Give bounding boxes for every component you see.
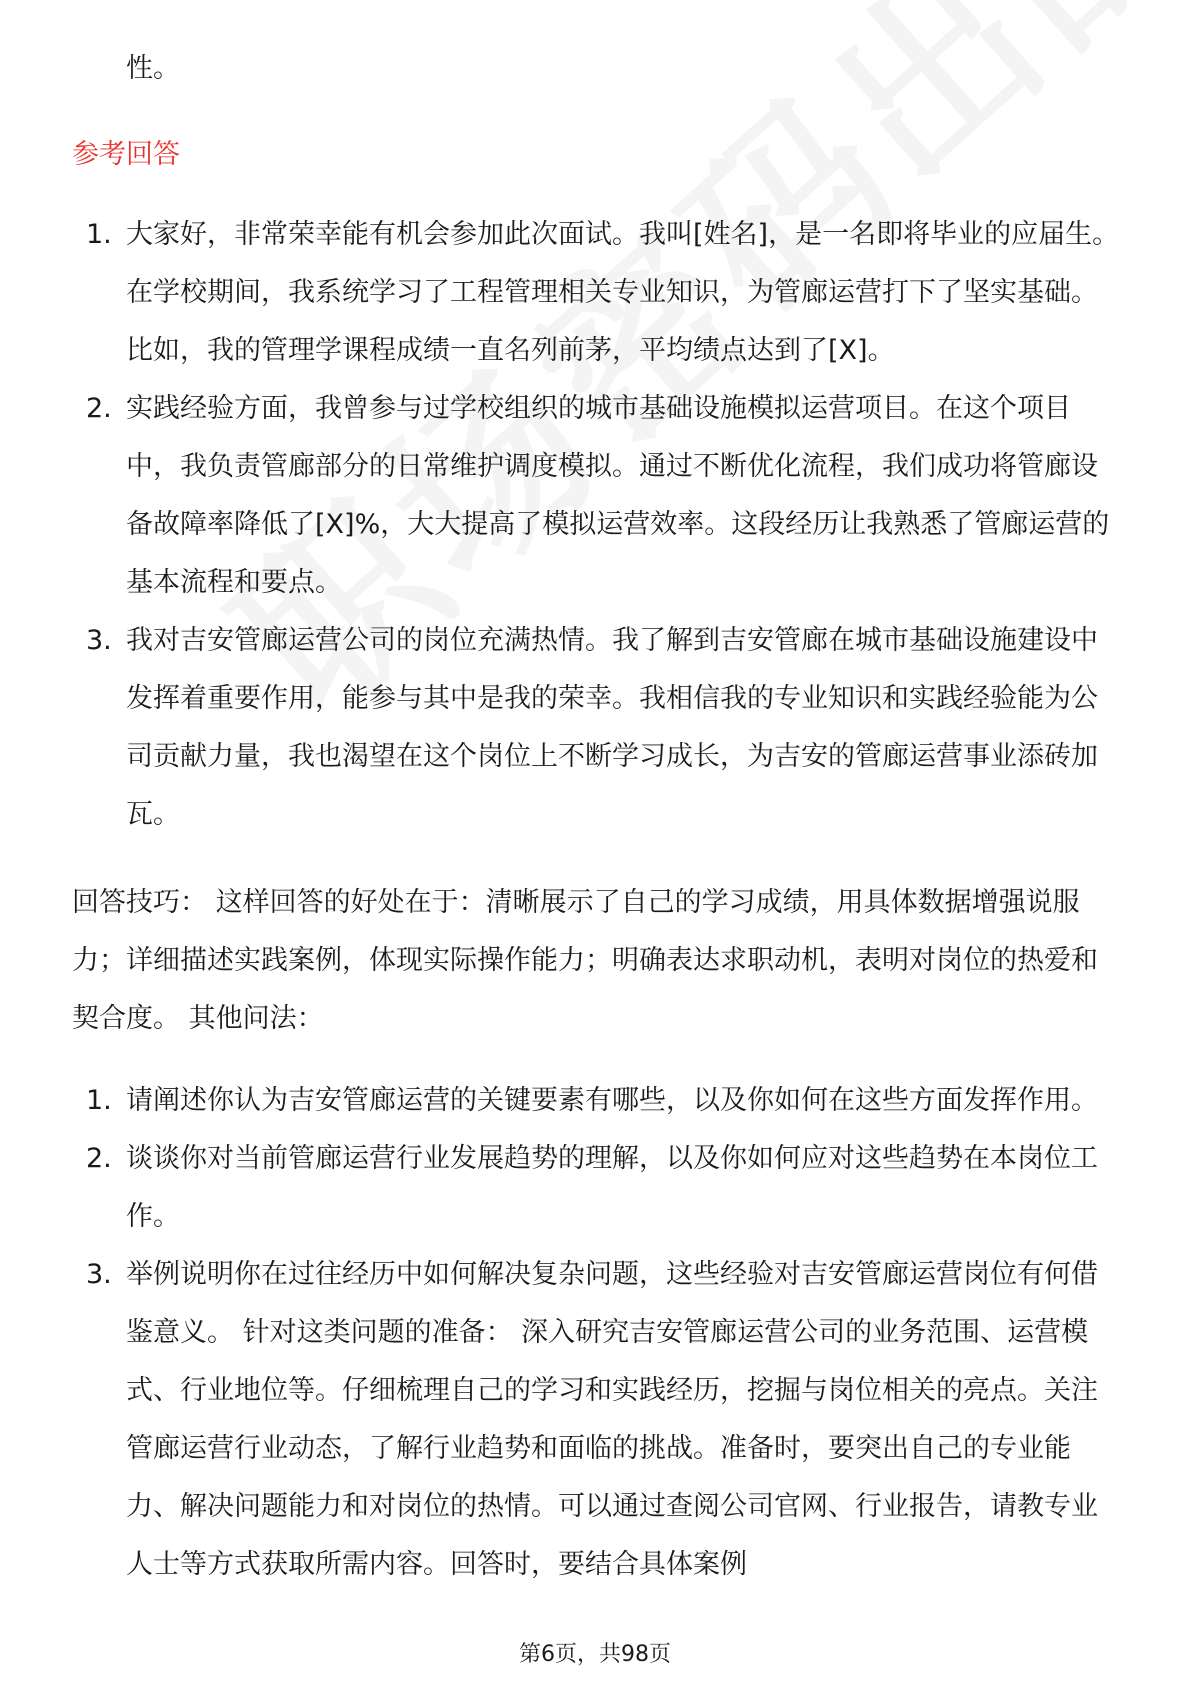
list-item-text: 举例说明你在过往经历中如何解决复杂问题，这些经验对吉安管廊运营岗位有何借鉴意义。 针对这类问题的准备： 深入研究吉安管廊运营公司的业务范围、运营模式、行业地位等。仔细梳理自己的学习和实践经历，挖掘与岗位相关的亮点。关注管廊运营行业动态，了解行业趋势和面临的挑战。准备时，要突出自己的专业能力、解决问题能力和对岗位的热情。可以通过查阅公司官网、行业报告，请教专业人士等方式获取所需内容。回答时，要结合具体案例 <box>126 1259 1098 1580</box>
tips-paragraph: 回答技巧： 这样回答的好处在于：清晰展示了自己的学习成绩，用具体数据增强说服力；详细描述实践案例，体现实际操作能力；明确表达求职动机，表明对岗位的热爱和契合度。 其他问法： <box>72 887 1098 1034</box>
list-item-number: 3. <box>86 1259 112 1290</box>
document-body <box>72 40 1122 1594</box>
list-item-number: 2. <box>86 393 112 424</box>
other-questions-list <box>72 1072 1122 1594</box>
list-item <box>72 1246 1122 1594</box>
continuation-text: 性。 <box>126 53 180 84</box>
list-item-text: 我对吉安管廊运营公司的岗位充满热情。我了解到吉安管廊在城市基础设施建设中发挥着重要作用，能参与其中是我的荣幸。我相信我的专业知识和实践经验能为公司贡献力量，我也渴望在这个岗位上不断学习成长，为吉安的管廊运营事业添砖加瓦。 <box>126 625 1098 830</box>
list-item <box>72 612 1122 844</box>
list-item-number: 1. <box>86 1085 112 1116</box>
answer-list <box>72 206 1122 844</box>
list-item-number: 1. <box>86 219 112 250</box>
list-item-number: 3. <box>86 625 112 656</box>
list-item-text: 请阐述你认为吉安管廊运营的关键要素有哪些，以及你如何在这些方面发挥作用。 <box>126 1085 1098 1116</box>
list-item <box>72 206 1122 380</box>
list-item <box>72 1130 1122 1246</box>
section-title-reference-answer: 参考回答 <box>72 139 180 170</box>
list-item-text: 大家好，非常荣幸能有机会参加此次面试。我叫[姓名]，是一名即将毕业的应届生。在学校期间，我系统学习了工程管理相关专业知识，为管廊运营打下了坚实基础。比如，我的管理学课程成绩一直名列前茅，平均绩点达到了[X]。 <box>126 219 1120 366</box>
list-item-number: 2. <box>86 1143 112 1174</box>
list-item <box>72 1072 1122 1130</box>
page-number-footer: 第6页，共98页 <box>519 1642 671 1667</box>
list-item <box>72 380 1122 612</box>
list-item-text: 实践经验方面，我曾参与过学校组织的城市基础设施模拟运营项目。在这个项目中，我负责管廊部分的日常维护调度模拟。通过不断优化流程，我们成功将管廊设备故障率降低了[X]%，大大提高了模拟运营效率。这段经历让我熟悉了管廊运营的基本流程和要点。 <box>126 393 1110 598</box>
list-item-text: 谈谈你对当前管廊运营行业发展趋势的理解，以及你如何应对这些趋势在本岗位工作。 <box>126 1143 1098 1232</box>
